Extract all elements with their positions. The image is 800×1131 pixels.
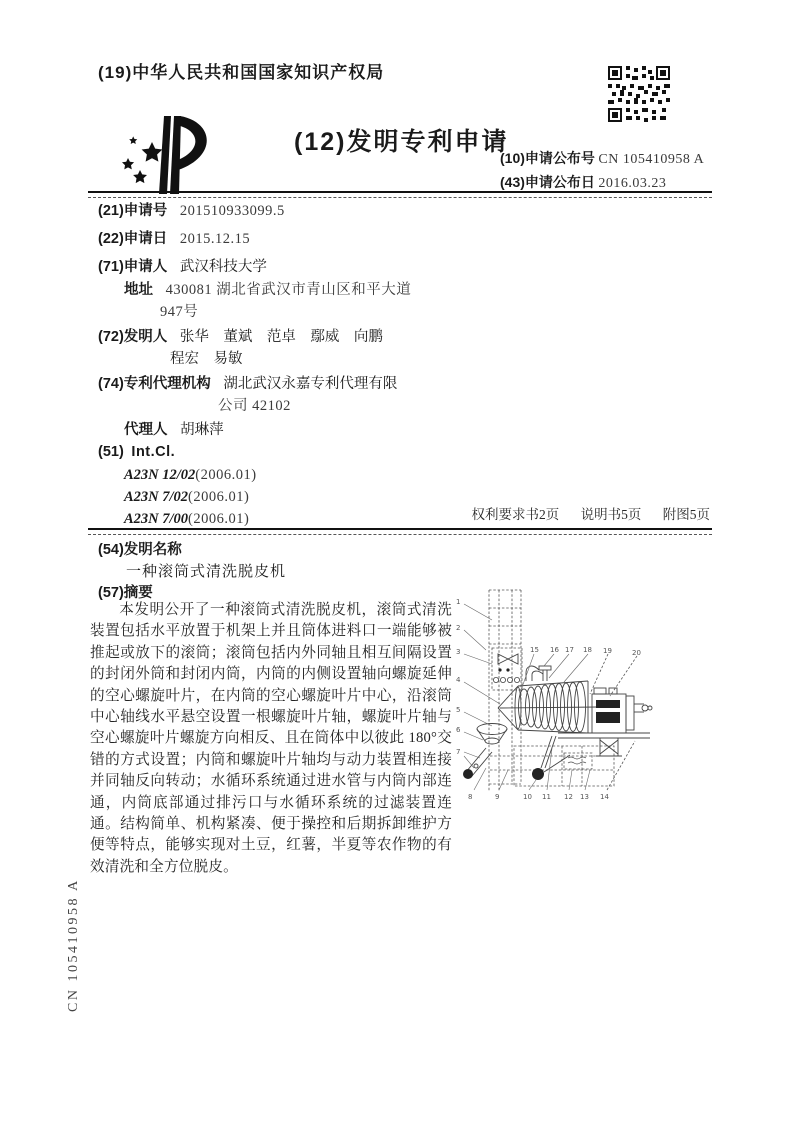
application-number-value: 201510933099.5	[179, 203, 285, 219]
invention-title-label: (54)发明名称	[98, 542, 182, 558]
figure-label: 20	[632, 649, 641, 657]
publication-number-label: (10)申请公布号	[500, 150, 595, 166]
description-pages: 说明书5页	[580, 507, 642, 522]
agency-row-2	[218, 394, 291, 415]
intcl-code-2: A23N 7/02	[124, 489, 189, 505]
application-number-label: (21)申请号	[98, 203, 168, 219]
agency-row	[98, 372, 397, 393]
intcl-label: (51)	[98, 444, 124, 460]
intcl-code-row	[124, 489, 249, 506]
figure-label: 10	[523, 793, 532, 801]
intcl-row	[98, 444, 175, 461]
inventors-line2: 程宏 易敏	[170, 351, 243, 367]
cnipa-logo	[118, 106, 222, 200]
figure-label: 15	[530, 646, 539, 654]
figure-label: 6	[456, 726, 461, 734]
figure-label: 17	[565, 646, 574, 654]
publication-date-line	[500, 172, 666, 192]
agency-line1: 湖北武汉永嘉专利代理有限	[223, 376, 398, 392]
application-date-row	[98, 227, 250, 248]
applicant-row	[98, 255, 267, 276]
publication-number-line	[500, 148, 704, 168]
figure-label: 11	[542, 793, 551, 801]
address-value-line2: 947号	[160, 304, 199, 320]
figure-label: 4	[456, 676, 461, 684]
figure-label: 9	[495, 793, 500, 801]
applicant-label: (71)申请人	[98, 259, 168, 275]
figure-label: 18	[583, 646, 592, 654]
inventors-row	[98, 325, 383, 346]
figure-label: 7	[456, 748, 461, 756]
abstract-label: (57)摘要	[98, 585, 153, 601]
figure-label: 12	[564, 793, 573, 801]
inventors-line1: 张华 董斌 范卓 鄢威 向鹏	[179, 329, 383, 345]
address-value-line1: 430081 湖北省武汉市青山区和平大道	[165, 282, 412, 298]
agent-value: 胡琳萍	[180, 422, 224, 438]
address-row	[124, 278, 411, 299]
intcl-ver-3: (2006.01)	[188, 511, 250, 527]
intcl-code-row	[124, 467, 257, 484]
application-date-label: (22)申请日	[98, 231, 168, 247]
publication-number-value: CN 105410958 A	[598, 152, 705, 167]
agency-label: (74)专利代理机构	[98, 376, 211, 392]
publication-date-value: 2016.03.23	[598, 176, 667, 191]
application-date-value: 2015.12.15	[179, 231, 251, 247]
invention-title: 一种滚筒式清洗脱皮机	[126, 564, 287, 580]
figure-label: 14	[600, 793, 609, 801]
agent-label: 代理人	[124, 422, 168, 438]
figure-label: 16	[550, 646, 559, 654]
application-number-row	[98, 199, 285, 220]
inventors-row-2	[170, 347, 243, 368]
intcl-ver-1: (2006.01)	[195, 467, 257, 483]
agency-line2: 公司 42102	[218, 398, 291, 414]
patent-drawing	[452, 578, 714, 826]
figure-label: 19	[603, 647, 612, 655]
abstract-text: 本发明公开了一种滚筒式清洗脱皮机，滚筒式清洗装置包括水平放置于机架上并且筒体进料口一端能够被推起或放下的滚筒；滚筒包括内外同轴且相互间隔设置的封闭外筒和封闭内筒，内筒的内侧设置轴向螺旋延伸的空心螺旋叶片，在内筒的空心螺旋叶片中心，沿滚筒中心轴线水平悬空设置一根螺旋叶片轴，螺旋叶片轴与空心螺旋叶片螺旋方向相反、且在筒体中以彼此 180°交错的方式设置；内筒和螺旋叶片轴均与动力装置相连接并同轴反向转动；水循环系统通过进水管与内筒内部连通，内筒底部通过排污口与水循环系统的过滤装置连通。结构简单、机构紧凑、便于操控和后期拆卸维护方便等特点，能够实现对土豆，红薯，半夏等农作物的有效清洗和全方位脱皮。	[90, 602, 452, 875]
intcl-code-1: A23N 12/02	[124, 467, 196, 483]
figure-label: 2	[456, 624, 461, 632]
intcl-code-row	[124, 511, 249, 528]
address-label: 地址	[124, 282, 153, 298]
side-publication-code: CN 105410958 A	[66, 878, 81, 1012]
office-name: (19)中华人民共和国国家知识产权局	[98, 63, 385, 82]
figure-label: 13	[580, 793, 589, 801]
figure-label: 5	[456, 706, 461, 714]
claims-pages: 权利要求书2页	[471, 507, 560, 522]
header-divider	[88, 191, 712, 198]
inventors-label: (72)发明人	[98, 329, 168, 345]
applicant-value: 武汉科技大学	[179, 259, 267, 275]
drawings-pages: 附图5页	[662, 507, 710, 522]
biblio-divider	[88, 528, 712, 535]
address-row-2	[160, 300, 198, 321]
intcl-ver-2: (2006.01)	[188, 489, 250, 505]
intcl-title: Int.Cl.	[131, 444, 176, 460]
figure-label: 3	[456, 648, 461, 656]
figure-label: 8	[468, 793, 473, 801]
document-type-title: (12)发明专利申请	[294, 128, 509, 156]
qr-code	[608, 66, 670, 122]
intcl-code-3: A23N 7/00	[124, 511, 189, 527]
figure-label: 1	[456, 598, 461, 606]
publication-date-label: (43)申请公布日	[500, 174, 595, 190]
pages-summary	[454, 503, 711, 523]
agent-row	[124, 418, 224, 439]
